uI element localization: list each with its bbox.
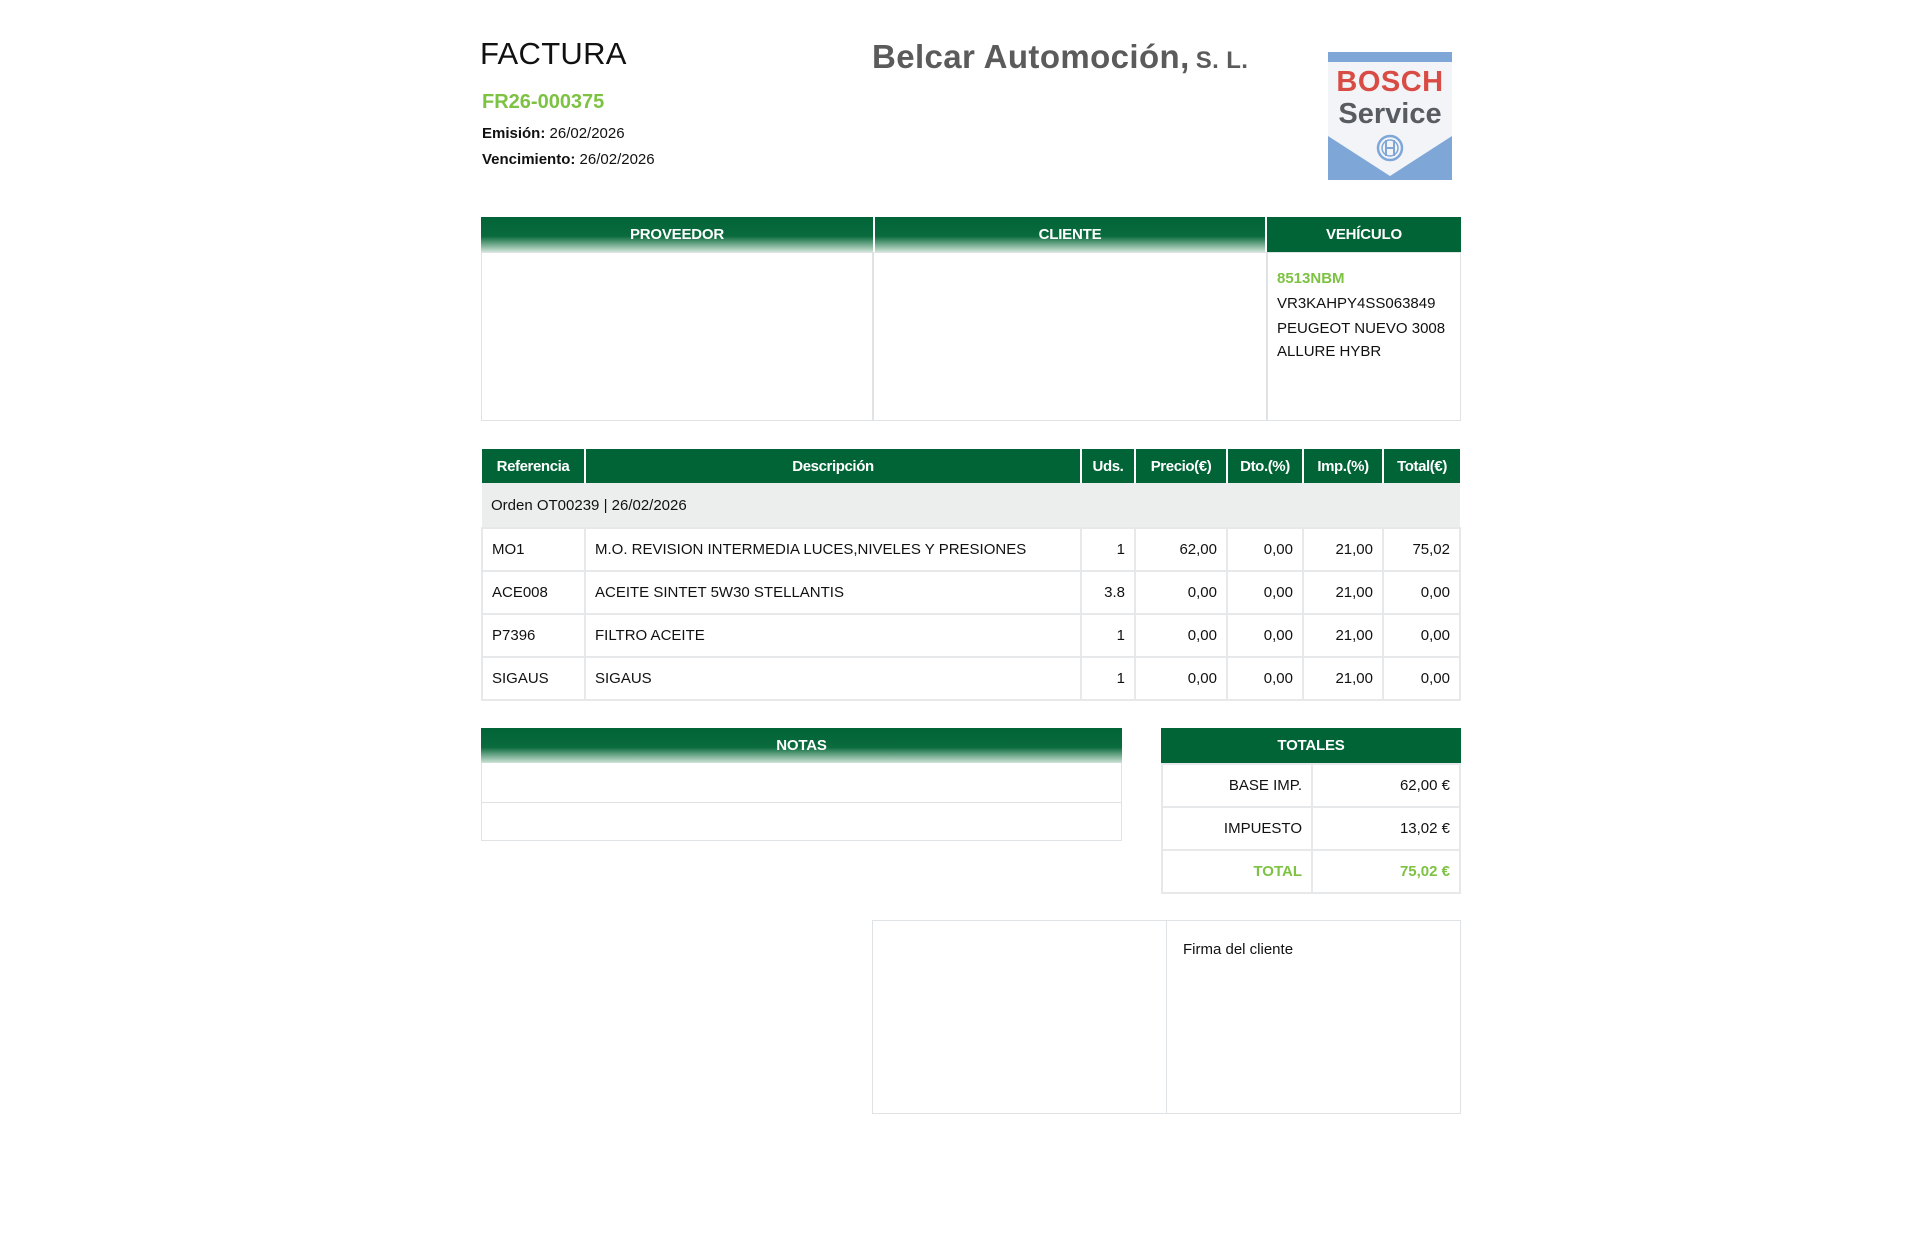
cell-imp: 21,00	[1303, 657, 1383, 700]
stamp-box	[872, 920, 1168, 1114]
base-row	[1162, 764, 1460, 807]
vehicle-box	[1267, 252, 1461, 421]
order-line: Orden OT00239 | 26/02/2026	[482, 483, 1460, 528]
col-precio: Precio(€)	[1135, 449, 1227, 483]
cell-total: 0,00	[1383, 571, 1460, 614]
total-row	[1162, 850, 1460, 893]
cell-desc: ACEITE SINTET 5W30 STELLANTIS	[585, 571, 1081, 614]
col-uds: Uds.	[1081, 449, 1135, 483]
cell-precio: 0,00	[1135, 571, 1227, 614]
provider-box	[481, 252, 873, 421]
vehicle-plate: 8513NBM	[1277, 270, 1345, 287]
cell-total: 0,00	[1383, 657, 1460, 700]
cell-desc: SIGAUS	[585, 657, 1081, 700]
table-row	[482, 528, 1460, 571]
bosch-service-logo	[1328, 52, 1452, 180]
cell-ref: MO1	[482, 528, 585, 571]
cell-ref: SIGAUS	[482, 657, 585, 700]
notes-line	[481, 763, 1122, 803]
logo-text-service: Service	[1338, 98, 1442, 130]
order-row	[482, 483, 1460, 528]
emission-label: Emisión:	[482, 125, 546, 142]
cell-uds: 3.8	[1081, 571, 1135, 614]
invoice-number: FR26-000375	[482, 91, 605, 113]
items-table	[481, 449, 1461, 701]
totals-table	[1161, 763, 1461, 894]
tax-label: IMPUESTO	[1162, 807, 1312, 850]
cell-precio: 0,00	[1135, 614, 1227, 657]
cell-precio: 0,00	[1135, 657, 1227, 700]
vehicle-details	[1268, 253, 1460, 363]
company-suffix: S. L.	[1195, 47, 1249, 74]
emission-row	[482, 125, 625, 142]
cell-dto: 0,00	[1227, 657, 1303, 700]
vehicle-header: VEHÍCULO	[1267, 217, 1461, 252]
due-date: 26/02/2026	[579, 151, 655, 168]
table-row	[482, 571, 1460, 614]
notes-header: NOTAS	[481, 728, 1122, 763]
emission-date: 26/02/2026	[549, 125, 625, 142]
cell-desc: M.O. REVISION INTERMEDIA LUCES,NIVELES Y PRESIONES	[585, 528, 1081, 571]
table-row	[482, 657, 1460, 700]
cell-ref: P7396	[482, 614, 585, 657]
items-header-row	[482, 449, 1460, 483]
client-box	[873, 252, 1267, 421]
base-label: BASE IMP.	[1162, 764, 1312, 807]
notes-line	[481, 803, 1122, 841]
base-value: 62,00 €	[1312, 764, 1460, 807]
col-dto: Dto.(%)	[1227, 449, 1303, 483]
cell-imp: 21,00	[1303, 528, 1383, 571]
cell-uds: 1	[1081, 528, 1135, 571]
cell-precio: 62,00	[1135, 528, 1227, 571]
cell-total: 0,00	[1383, 614, 1460, 657]
cell-imp: 21,00	[1303, 571, 1383, 614]
col-total: Total(€)	[1383, 449, 1460, 483]
tax-row	[1162, 807, 1460, 850]
due-row	[482, 151, 655, 168]
invoice-title: FACTURA	[480, 36, 627, 71]
totals-header: TOTALES	[1161, 728, 1461, 763]
cell-desc: FILTRO ACEITE	[585, 614, 1081, 657]
client-header: CLIENTE	[875, 217, 1265, 252]
logo-text-bosch: BOSCH	[1336, 66, 1444, 98]
col-referencia: Referencia	[482, 449, 585, 483]
table-row	[482, 614, 1460, 657]
cell-dto: 0,00	[1227, 528, 1303, 571]
vehicle-model-line1: PEUGEOT NUEVO 3008	[1277, 320, 1446, 337]
vehicle-model-line2: ALLURE HYBR	[1277, 343, 1382, 360]
tax-value: 13,02 €	[1312, 807, 1460, 850]
cell-dto: 0,00	[1227, 571, 1303, 614]
signature-box[interactable]	[1166, 920, 1461, 1114]
cell-uds: 1	[1081, 657, 1135, 700]
total-value: 75,02 €	[1312, 850, 1460, 893]
cell-imp: 21,00	[1303, 614, 1383, 657]
col-imp: Imp.(%)	[1303, 449, 1383, 483]
total-label: TOTAL	[1162, 850, 1312, 893]
provider-header: PROVEEDOR	[481, 217, 873, 252]
signature-label: Firma del cliente	[1183, 941, 1294, 958]
due-label: Vencimiento:	[482, 151, 576, 168]
cell-uds: 1	[1081, 614, 1135, 657]
cell-total: 75,02	[1383, 528, 1460, 571]
vehicle-vin: VR3KAHPY4SS063849	[1277, 295, 1436, 312]
cell-dto: 0,00	[1227, 614, 1303, 657]
cell-ref: ACE008	[482, 571, 585, 614]
company-name: Belcar Automoción, S. L.	[872, 38, 1249, 75]
col-descripcion: Descripción	[585, 449, 1081, 483]
